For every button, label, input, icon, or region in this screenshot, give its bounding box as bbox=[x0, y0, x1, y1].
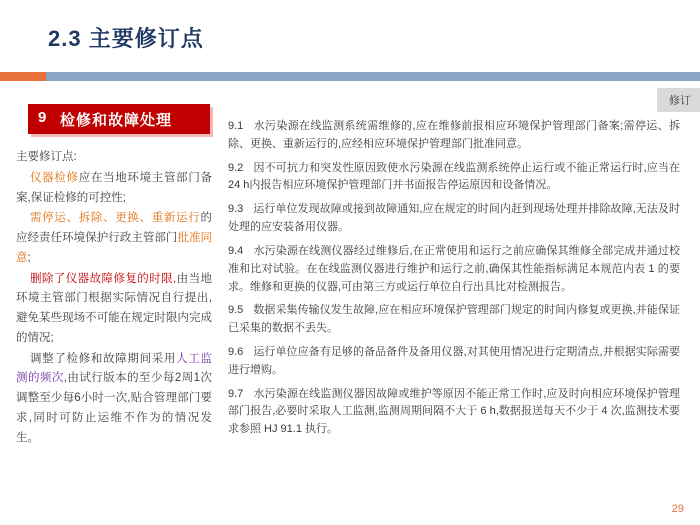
text-segment: 人工监测的频次 bbox=[16, 352, 213, 385]
clause-number: 9.4 bbox=[228, 244, 244, 257]
clause-number: 9.5 bbox=[228, 304, 244, 317]
header-rule-accent bbox=[0, 72, 46, 81]
left-paragraph-list bbox=[16, 169, 212, 449]
left-paragraph bbox=[16, 209, 212, 268]
text-segment: ; bbox=[27, 251, 31, 264]
clause-text: 因不可抗力和突发性原因致使水污染源在线监测系统停止运行或不能正常运行时,应当在24 h内报告相应环境保护管理部门并书面报告停运原因和设备情况。 bbox=[228, 161, 680, 192]
text-segment: 由当地环境主管部门根据实际情况自行提出,避免某些现场不可能在规定时限内完成的情况; bbox=[16, 272, 212, 344]
page-number: 29 bbox=[671, 503, 684, 515]
clause-number: 9.2 bbox=[228, 161, 244, 174]
clause-item bbox=[228, 386, 680, 439]
clause-text: 运行单位应备有足够的备品备件及备用仪器,对其使用情况进行定期清点,并根据实际需要进行增购。 bbox=[228, 345, 681, 376]
clause-list bbox=[228, 118, 680, 439]
section-number: 9 bbox=[38, 109, 47, 126]
text-segment: 的应经责任环境保护行政主管部门 bbox=[16, 212, 212, 245]
text-segment: 调整了检修和故障期间采用 bbox=[30, 352, 177, 365]
page-title: 2.3 主要修订点 bbox=[48, 26, 204, 51]
clause-text: 水污染源在线监测系统需维修的,应在维修前报相应环境保护管理部门备案;需停运、拆除、更换、重新运行的,应经相应环境保护管理部门批准同意。 bbox=[228, 120, 680, 150]
section-label: 检修和故障处理 bbox=[60, 112, 173, 129]
clause-text: 运行单位发现故障或接到故障通知,应在规定的时间内赶到现场处理并排除故障,无法及时处理的应安装备用仪器。 bbox=[228, 203, 680, 234]
clause-item bbox=[228, 302, 680, 338]
clause-item bbox=[228, 344, 680, 380]
header-rule bbox=[0, 72, 700, 81]
clause-number: 9.7 bbox=[228, 387, 244, 400]
left-paragraph bbox=[16, 169, 212, 209]
clause-item bbox=[228, 160, 680, 196]
clause-text: 数据采集传输仪发生故障,应在相应环境保护管理部门规定的时间内修复或更换,并能保证已采集的数据不丢失。 bbox=[228, 304, 680, 335]
header-rule-bar bbox=[46, 72, 700, 81]
text-segment: 批准同意 bbox=[16, 232, 212, 264]
text-segment: 需停运、拆除、更换、重新运行 bbox=[30, 212, 201, 225]
right-column bbox=[228, 118, 680, 445]
text-segment: 应在当地环境主管部门备案,保证检修的可控性; bbox=[16, 171, 213, 204]
section-banner bbox=[28, 104, 210, 134]
clause-item bbox=[228, 243, 680, 296]
clause-number: 9.3 bbox=[228, 203, 244, 216]
left-lead: 主要修订点: bbox=[16, 151, 77, 163]
clause-text: 水污染源在线测仪器经过维修后,在正常使用和运行之前应确保其维修全部完成并通过校准和比对试验。在在线监测仪器进行维护和运行之前,确保其性能指标满足本规范内表 1 的要求。维修和更换的仪器,可由第三方或运行单位自行出具比对检测报告。 bbox=[228, 244, 680, 293]
left-paragraph bbox=[16, 350, 212, 449]
clause-number: 9.1 bbox=[228, 120, 244, 132]
clause-text: 水污染源在线监测仪器因故障或维护等原因不能正常工作时,应及时向相应环境保护管理部门报告,必要时采取人工监测,监测周期间隔不大于 6 h,数据报送每天不少于 4 次,监测技术要求参照 HJ 91.1 执行。 bbox=[228, 387, 680, 436]
text-segment: 删除了仪器故障修复的时限, bbox=[30, 272, 177, 285]
left-column bbox=[16, 148, 212, 449]
revision-tag: 修订 bbox=[657, 88, 700, 112]
text-segment: ,由试行版本的至少每2周1次调整至少每6小时一次,贴合管理部门要求,同时可防止运维不作为的情况发生。 bbox=[16, 372, 212, 444]
left-paragraph bbox=[16, 270, 212, 349]
clause-number: 9.6 bbox=[228, 345, 244, 358]
clause-item bbox=[228, 118, 680, 154]
clause-item bbox=[228, 201, 680, 237]
text-segment: 仪器检修 bbox=[30, 171, 79, 184]
